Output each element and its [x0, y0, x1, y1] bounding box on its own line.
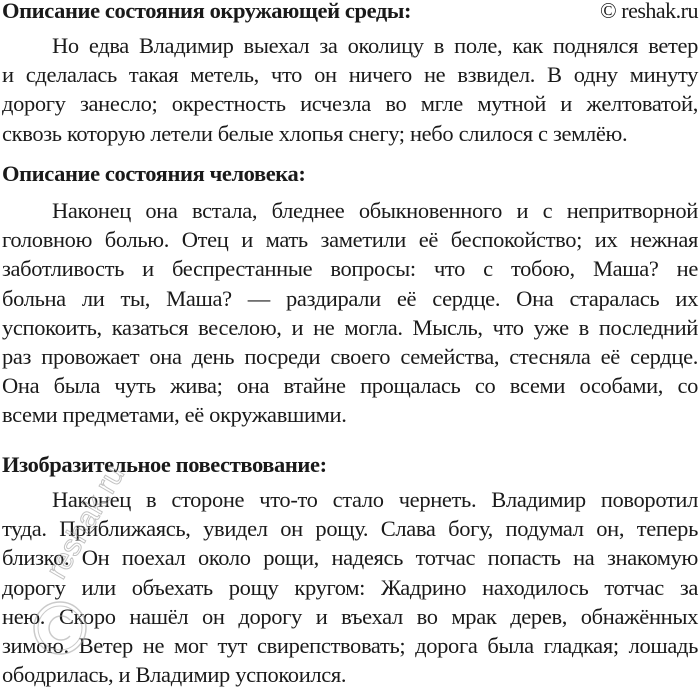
text-line: ободрилась, и Владимир успокоился.: [2, 662, 347, 688]
paragraph-narrative: [2, 485, 698, 689]
text-line: нею. Скоро нашёл он дорогу и въехал во мрак дерев, обнажённых: [2, 603, 698, 629]
paragraph-environment: [2, 31, 698, 148]
text-line: зимою. Ветер не мог тут свирепствовать; дорога была гладкая; лошадь: [2, 632, 698, 658]
section-heading-environment: Описание состояния окружающей среды:: [2, 0, 412, 23]
section-heading-person-state: Описание состояния человека:: [2, 161, 306, 186]
text-line: раз провожает она день посреди своего семейства, стесняла её сердце.: [2, 343, 698, 369]
text-line: сквозь которую летели белые хлопья снегу; небо слилося с землёю.: [2, 120, 628, 146]
text-line: близко. Он поехал около рощи, надеясь тотчас попасть на знакомую: [2, 545, 698, 571]
text-line: Но едва Владимир выехал за околицу в поле, как поднялся ветер: [52, 33, 698, 58]
text-line: Наконец в стороне что-то стало чернеть. Владимир поворотил: [52, 487, 698, 512]
text-line: больна ли ты, Маша? — раздирали её сердце. Она старалась их: [2, 285, 698, 311]
text-line: дорогу занесло; окрестность исчезла во мгле мутной и желтоватой,: [2, 91, 698, 117]
text-line: заботливость и беспрестанные вопросы: что с тобою, Маша? не: [2, 256, 698, 282]
text-line: головною болью. Отец и мать заметили её беспокойство; их нежная: [2, 227, 698, 253]
watermark-text: reshak.ru: [40, 459, 132, 585]
section-heading-narrative: Изобразительное повествование:: [2, 452, 327, 477]
text-line: и сделалась такая метель, что он ничего не взвидел. В одну минуту: [2, 62, 698, 88]
text-line: всеми предметами, её окружавшими.: [2, 402, 347, 428]
text-line: Она была чуть жива; она втайне прощалась со всеми особами, со: [2, 373, 698, 399]
copyright-notice: © reshak.ru: [600, 0, 698, 23]
text-line: туда. Приближаясь, увидел он рощу. Слава богу, подумал он, теперь: [2, 516, 698, 542]
text-line: Наконец она встала, бледнее обыкновенного и с непритворной: [52, 198, 698, 223]
paragraph-person-state: [2, 196, 698, 430]
text-line: успокоить, казаться веселою, и не могла. Мысль, что уже в последний: [2, 314, 698, 340]
text-line: дорогу или объехать рощу кругом: Жадрино находилось тотчас за: [2, 574, 698, 600]
